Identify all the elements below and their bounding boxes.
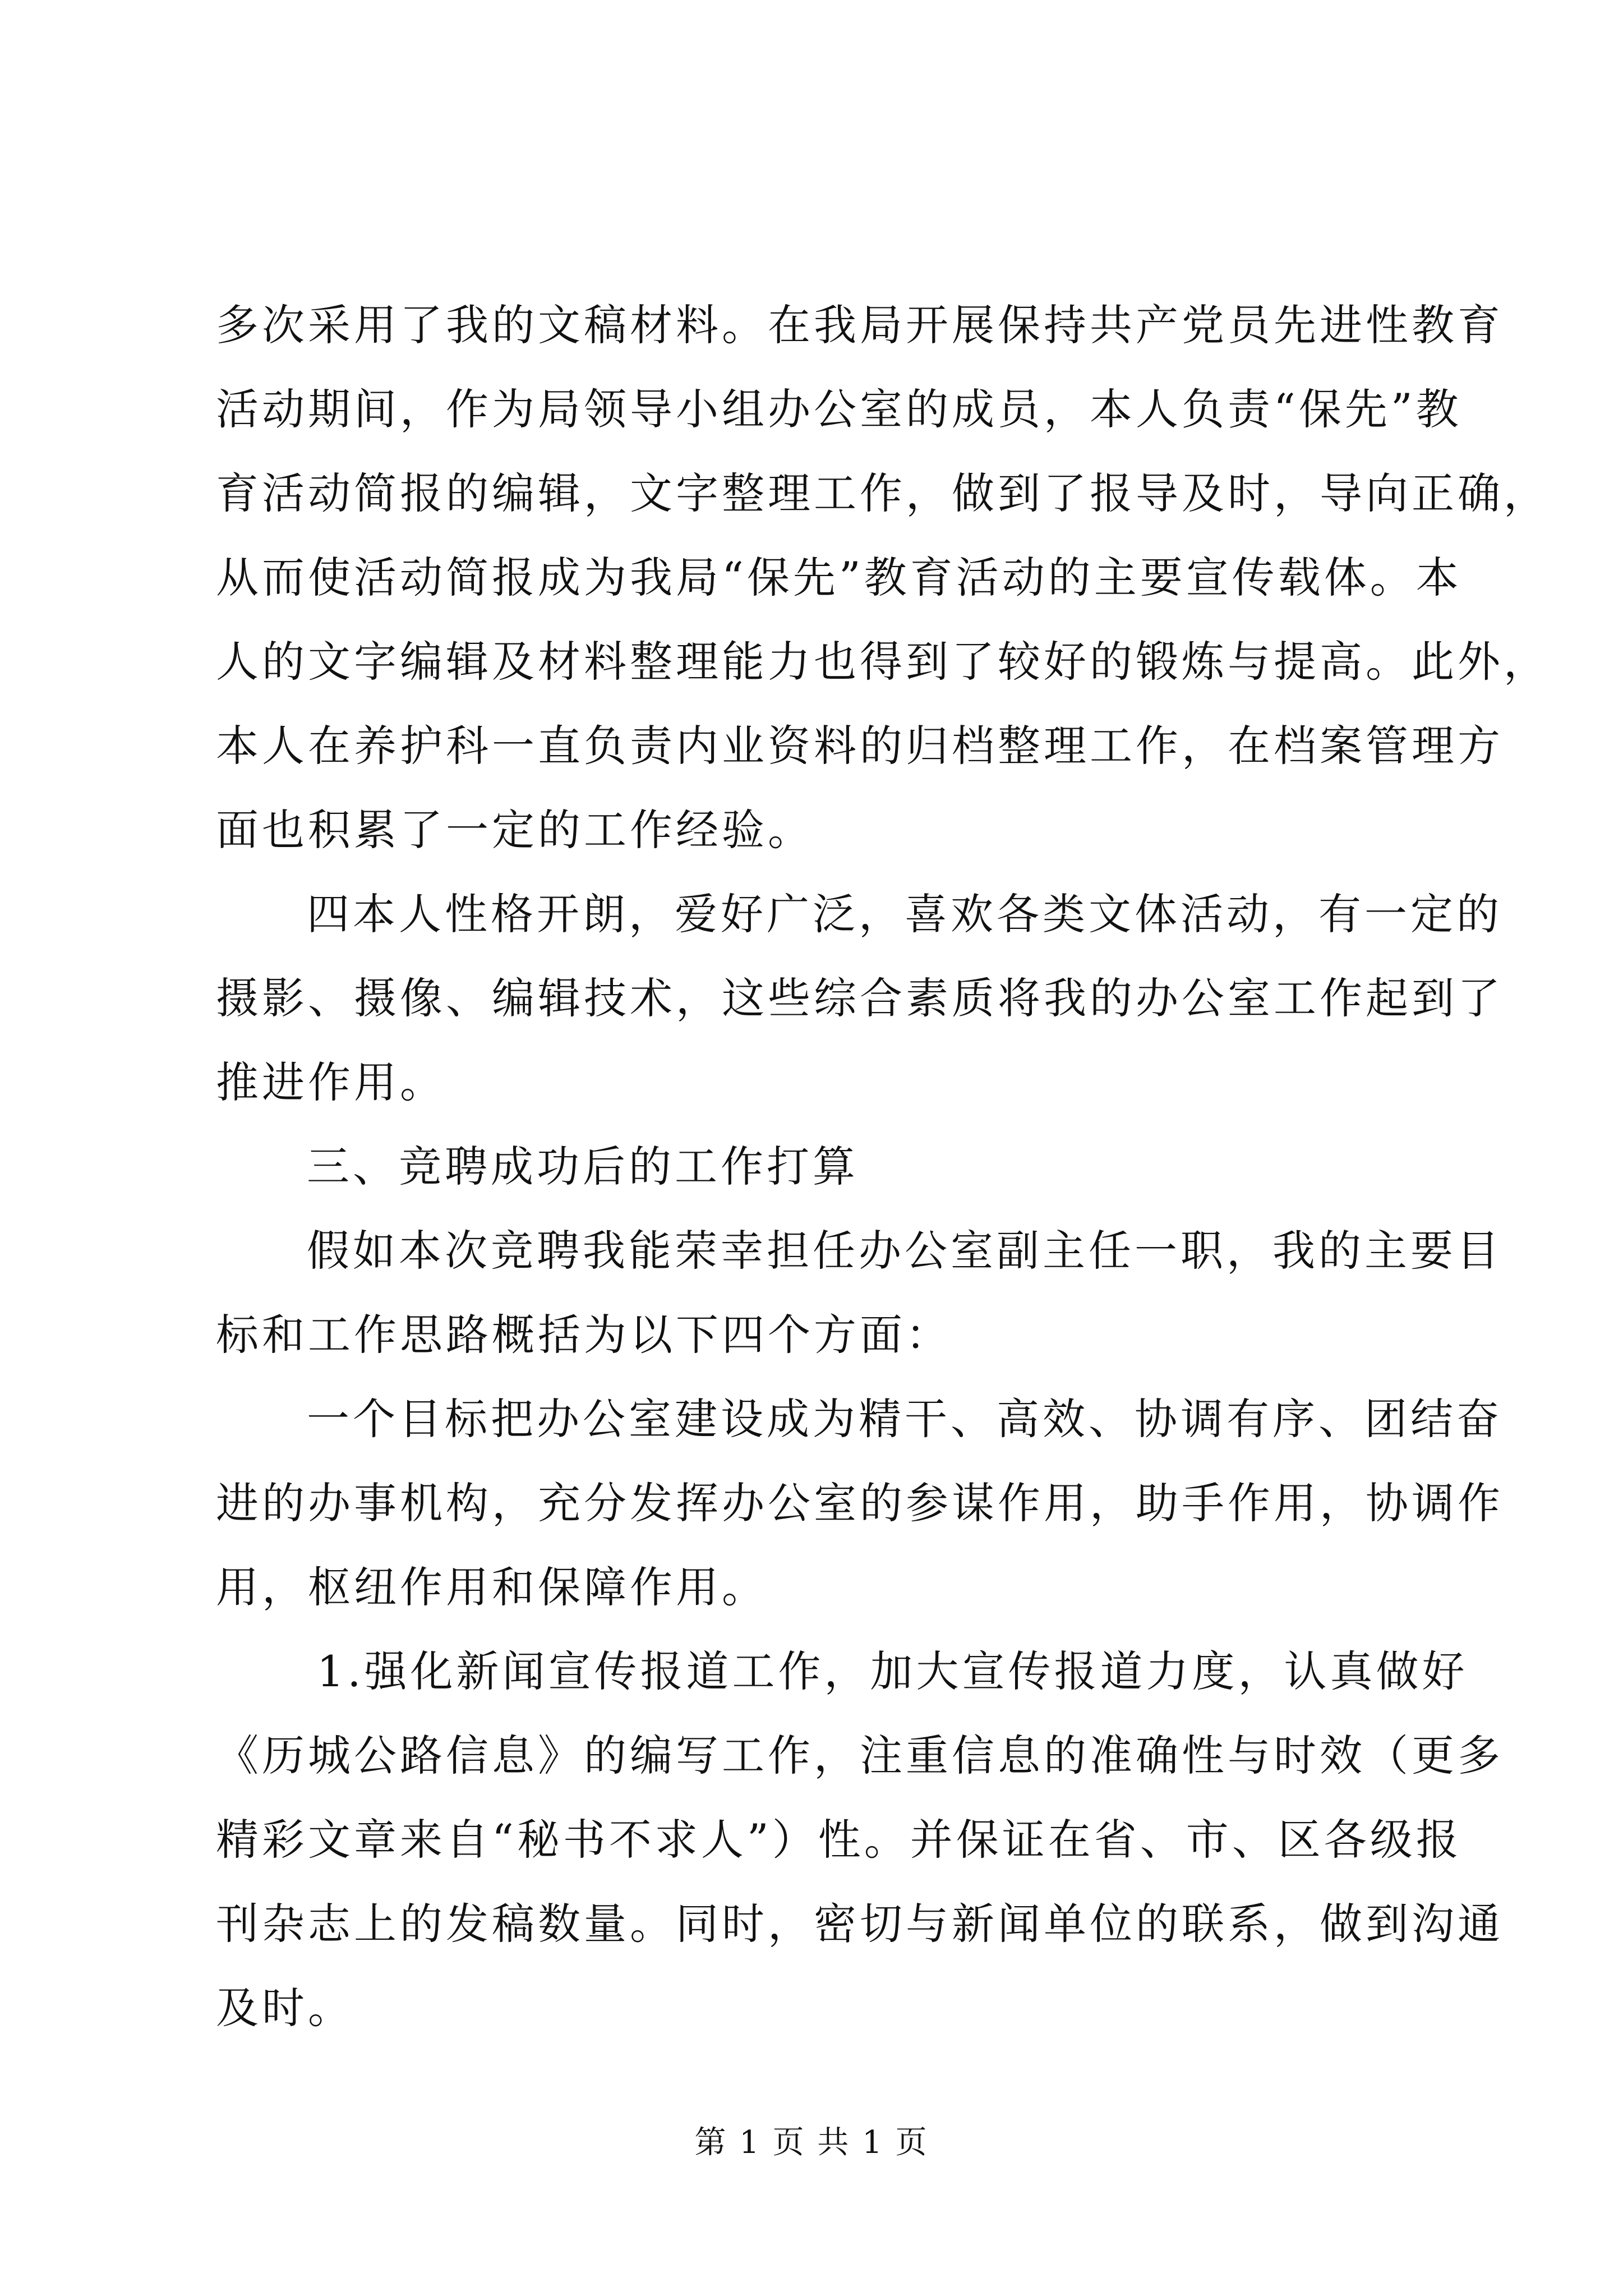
- text-line: 用，枢纽作用和保障作用。: [216, 1562, 768, 1612]
- document-body: [216, 283, 1550, 2050]
- text-line: 刊杂志上的发稿数量。同时，密切与新闻单位的联系，做到沟通: [216, 1899, 1504, 1949]
- section-heading: 三、竞聘成功后的工作打算: [307, 1142, 859, 1191]
- text-line: 精彩文章来自“秘书不求人”）性。并保证在省、市、区各级报: [216, 1815, 1462, 1865]
- text-line: 《历城公路信息》的编写工作，注重信息的准确性与时效（更多: [216, 1731, 1504, 1780]
- page-number-footer: 第 1 页 共 1 页: [694, 2124, 929, 2161]
- text-line: 面也积累了一定的工作经验。: [216, 805, 814, 855]
- paragraph-first-line: 四本人性格开朗，爱好广泛，喜欢各类文体活动，有一定的: [307, 889, 1502, 939]
- text-line: 及时。: [216, 1983, 354, 2033]
- text-line: 推进作用。: [216, 1057, 446, 1107]
- text-line: 人的文字编辑及材料整理能力也得到了较好的锻炼与提高。此外，: [216, 637, 1550, 687]
- paragraph-first-line: 一个目标把办公室建设成为精干、高效、协调有序、团结奋: [307, 1394, 1502, 1444]
- text-line: 从而使活动简报成为我局“保先”教育活动的主要宣传载体。本: [216, 553, 1462, 602]
- numbered-item-first-line: 1.强化新闻宣传报道工作，加大宣传报道力度，认真做好: [317, 1646, 1468, 1696]
- text-line: 活动期间，作为局领导小组办公室的成员，本人负责“保先”教: [216, 384, 1462, 434]
- paragraph-first-line: 假如本次竞聘我能荣幸担任办公室副主任一职，我的主要目: [307, 1226, 1502, 1276]
- text-line: 进的办事机构，充分发挥办公室的参谋作用，助手作用，协调作: [216, 1478, 1504, 1528]
- text-line: 本人在养护科一直负责内业资料的归档整理工作，在档案管理方: [216, 721, 1504, 771]
- text-line: 多次采用了我的文稿材料。在我局开展保持共产党员先进性教育: [216, 300, 1504, 350]
- text-line: 标和工作思路概括为以下四个方面：: [216, 1310, 952, 1360]
- text-line: 摄影、摄像、编辑技术，这些综合素质将我的办公室工作起到了: [216, 973, 1504, 1023]
- text-line: 育活动简报的编辑，文字整理工作，做到了报导及时，导向正确，: [216, 468, 1550, 518]
